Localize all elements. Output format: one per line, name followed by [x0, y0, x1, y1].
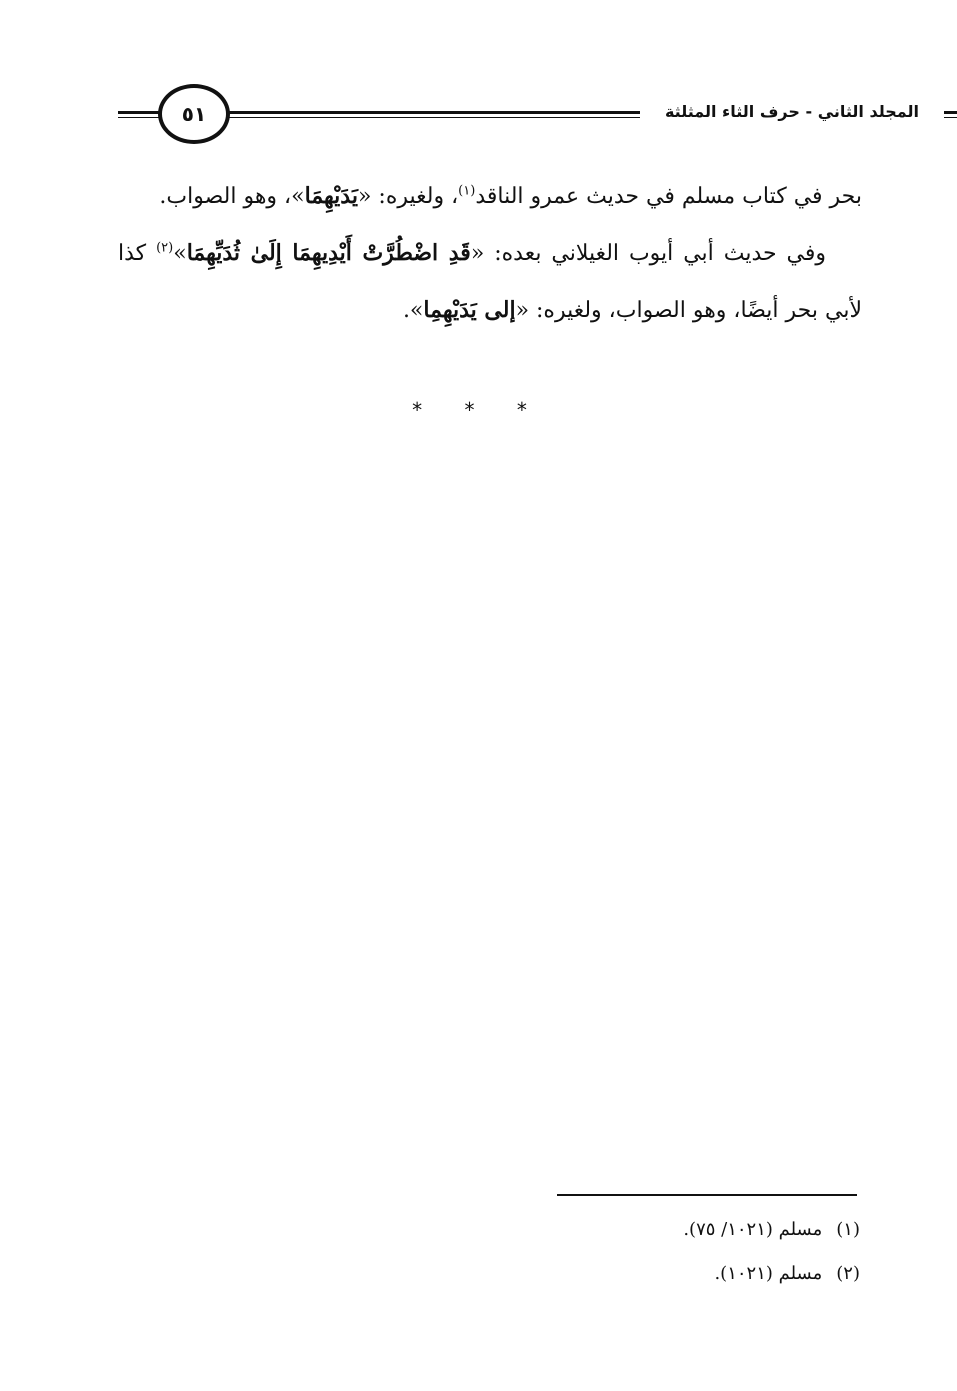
text-run: ».: [402, 298, 424, 323]
quoted-phrase: يَدَيْهِمَا: [304, 183, 358, 209]
footnote-text: مسلم (١٠٢١/ ٧٥).: [683, 1219, 823, 1240]
paragraph-1: [118, 168, 862, 225]
quoted-phrase: إلى يَدَيْهِمِا: [423, 297, 516, 323]
footnote-1: [560, 1208, 860, 1252]
footnote-ref-2[interactable]: (٢): [156, 240, 174, 256]
text-run: وفي حديث أبي أيوب الغيلاني بعده: «: [470, 241, 827, 266]
page-number: ٥١: [158, 84, 230, 144]
text-run: »: [173, 241, 187, 266]
header-rule-middle: [228, 111, 640, 121]
text-run: »، وهو الصواب.: [159, 184, 305, 209]
quoted-phrase: قَدِ اضْطُرَّتْ أَيْدِيهِمَا إِلَىٰ ثُدَيِّهِمَا: [186, 240, 471, 266]
text-run: بحر في كتاب مسلم في حديث عمرو الناقد: [475, 184, 862, 209]
text-run: ، ولغيره: «: [357, 184, 459, 209]
footnote-number: (٢): [836, 1263, 860, 1284]
footnote-text: مسلم (١٠٢١).: [714, 1263, 823, 1284]
text-run: كذا لأبي بحر أيضًا، وهو الصواب، ولغيره: «: [118, 241, 862, 323]
footnote-ref-1[interactable]: (١): [458, 183, 476, 199]
section-separator: * * *: [412, 398, 545, 422]
main-text: [118, 168, 862, 339]
footnote-number: (١): [836, 1219, 860, 1240]
footnote-2: [560, 1252, 860, 1296]
page-header: [118, 84, 920, 148]
paragraph-2: [118, 225, 862, 339]
running-title: المجلد الثاني - حرف الثاء المثلثة: [664, 102, 920, 121]
footnote-divider: [557, 1194, 857, 1196]
header-rule-left: [118, 111, 160, 121]
footnotes: [560, 1208, 860, 1296]
header-rule-right: [944, 111, 957, 121]
